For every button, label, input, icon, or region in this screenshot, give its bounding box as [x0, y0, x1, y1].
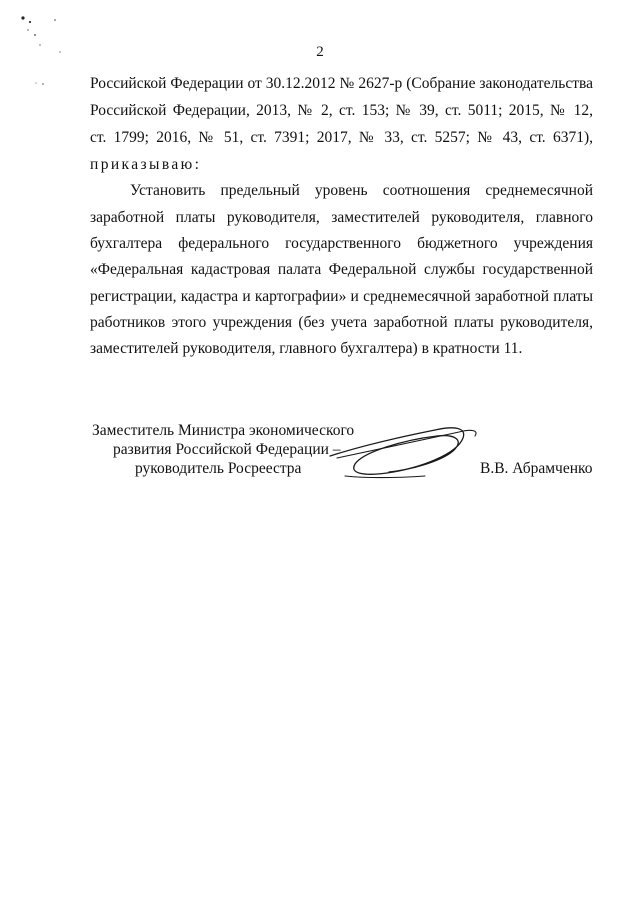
- signer-position-line-3: руководитель Росреестра: [135, 460, 302, 477]
- body-line-7: заместителей руководителя, главного бухгалтера) в кратности 11.: [90, 340, 523, 357]
- order-word: приказываю:: [90, 156, 202, 173]
- body-line-6: работников этого учреждения (без учета заработной платы руководителя,: [90, 314, 593, 331]
- body-line-5: регистрации, кадастра и картографии» и среднемесячной заработной платы: [90, 288, 593, 305]
- signer-position-line-1: Заместитель Министра экономического: [92, 422, 355, 439]
- page-number: 2: [316, 44, 324, 60]
- body-line-3: бухгалтера федерального государственного бюджетного учреждения: [90, 235, 593, 252]
- signer-position-line-2: развития Российской Федерации –: [113, 441, 341, 458]
- intro-line-1: Российской Федерации от 30.12.2012 № 2627-р (Собрание законодательства: [90, 75, 593, 92]
- signer-name: В.В. Абрамченко: [480, 460, 593, 477]
- body-line-2: заработной платы руководителя, заместителей руководителя, главного: [90, 209, 593, 226]
- intro-line-2: Российской Федерации, 2013, № 2, ст. 153; № 39, ст. 5011; 2015, № 12,: [90, 102, 593, 119]
- body-line-4: «Федеральная кадастровая палата Федеральной службы государственной: [90, 261, 593, 278]
- handwritten-signature: [325, 418, 485, 490]
- intro-line-3: ст. 1799; 2016, № 51, ст. 7391; 2017, № 33, ст. 5257; № 43, ст. 6371),: [90, 129, 593, 146]
- body-line-1: Установить предельный уровень соотношения среднемесячной: [130, 182, 593, 199]
